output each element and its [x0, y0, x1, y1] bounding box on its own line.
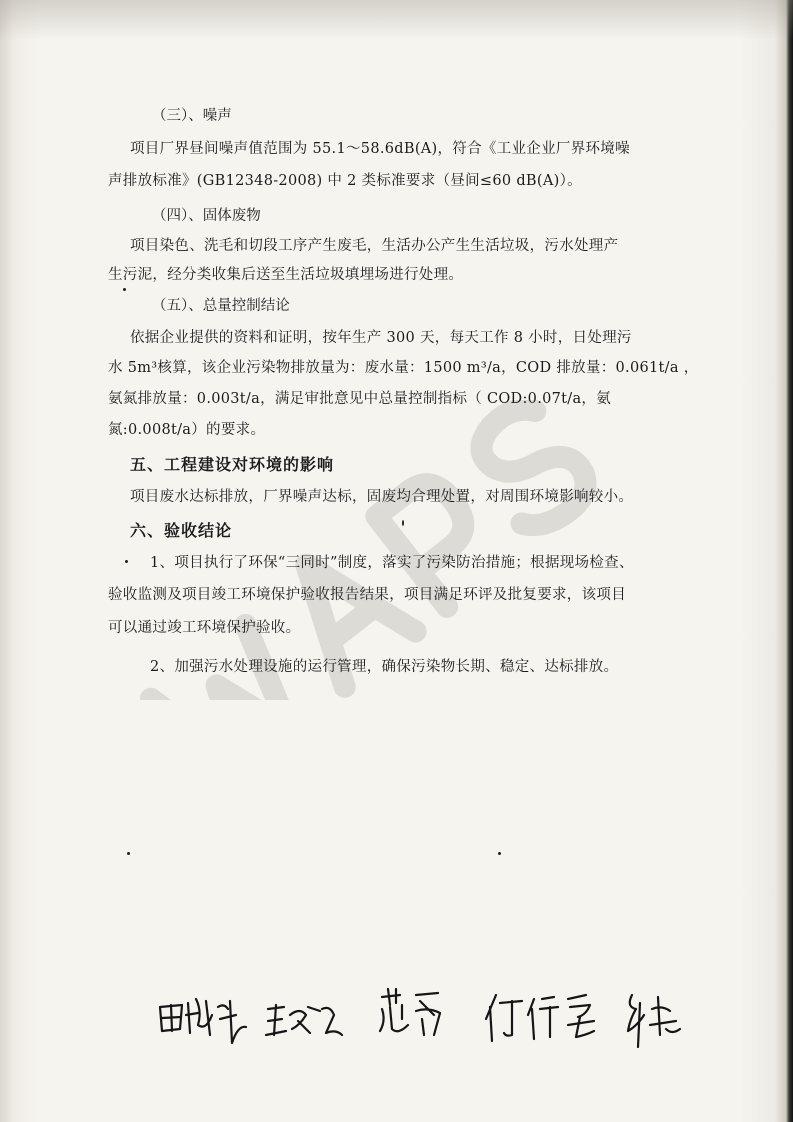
paragraph-line: 验收监测及项目竣工环境保护验收报告结果，项目满足环评及批复要求，该项目	[108, 587, 626, 603]
scan-speck	[402, 520, 404, 526]
signature-2	[266, 1005, 342, 1035]
scan-speck	[498, 852, 501, 855]
signature-5	[628, 995, 680, 1047]
paragraph-line: 项目废水达标排放，厂界噪声达标，固废均合理处置，对周围环境影响较小。	[130, 489, 634, 505]
signatures	[150, 985, 710, 1055]
paragraph-line: 声排放标准》(GB12348-2008) 中 2 类标准要求（昼间≤60 dB(A)）。	[108, 173, 582, 189]
paragraph-line: 氨氮排放量：0.003t/a，满足审批意见中总量控制指标（ COD:0.07t/a，氨	[108, 391, 612, 407]
scan-speck	[127, 852, 130, 855]
scan-speck	[123, 288, 126, 291]
paragraph-line: 可以通过竣工环境保护验收。	[108, 620, 301, 636]
section-5-title: （五）、总量控制结论	[152, 298, 290, 314]
heading-5: 五、工程建设对环境的影响	[130, 455, 335, 474]
paragraph-line: 生污泥，经分类收集后送至生活垃圾填埋场进行处理。	[108, 267, 464, 283]
scan-shadow	[0, 0, 793, 40]
heading-6: 六、验收结论	[130, 521, 233, 540]
scan-speck	[125, 560, 128, 563]
section-3-title: （三）、噪声	[152, 108, 232, 124]
paragraph-line: 水 5m³核算，该企业污染物排放量为：废水量：1500 m³/a，COD 排放量：0.061t/a ，	[108, 360, 699, 376]
signature-1	[160, 999, 246, 1043]
paragraph-line: 依据企业提供的资料和证明，按年生产 300 天，每天工作 8 小时，日处理污	[130, 330, 632, 346]
section-4-title: （四）、固体废物	[152, 208, 261, 224]
paragraph-line: 氮:0.008t/a）的要求。	[108, 422, 266, 438]
paragraph-line: 2、加强污水处理设施的运行管理，确保污染物长期、稳定、达标排放。	[150, 659, 619, 675]
paragraph-line: 项目染色、洗毛和切段工序产生废毛，生活办公产生生活垃圾，污水处理产	[130, 238, 619, 254]
signature-4	[486, 995, 594, 1041]
paragraph-line: 1、项目执行了环保“三同时”制度，落实了污染防治措施；根据现场检查、	[150, 555, 634, 571]
paragraph-line: 项目厂界昼间噪声值范围为 55.1～58.6dB(A)，符合《工业企业厂界环境噪	[130, 141, 630, 157]
signature-3	[380, 989, 440, 1035]
